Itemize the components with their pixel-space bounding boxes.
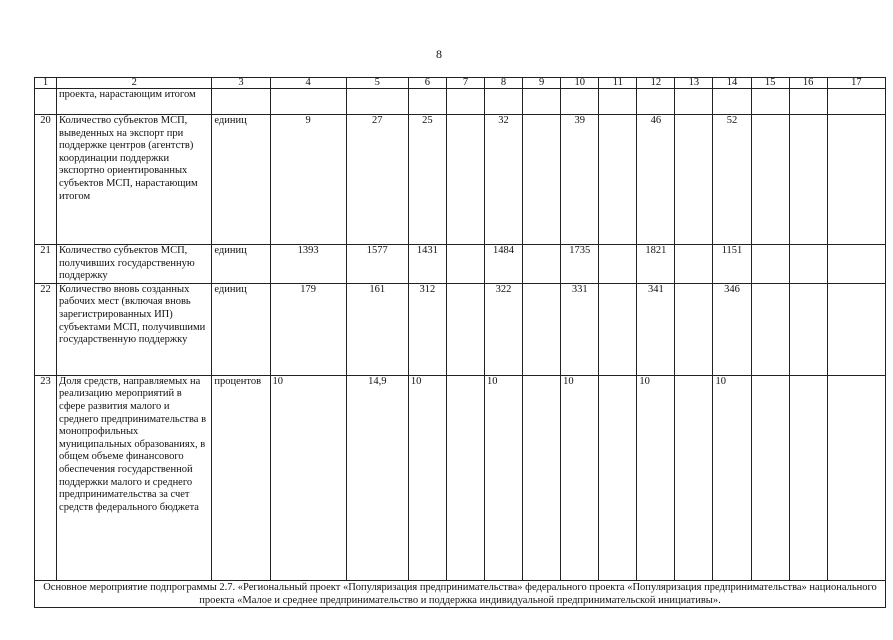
carry-over-name-cell: проекта, нарастающим итогом <box>57 89 212 115</box>
empty-cell <box>599 89 637 115</box>
column-header-9: 9 <box>523 78 561 89</box>
value-cell-col-11 <box>599 375 637 580</box>
column-header-14: 14 <box>713 78 751 89</box>
indicator-row <box>35 245 886 284</box>
value-cell-col-4: 10 <box>270 375 346 580</box>
value-cell-col-15 <box>751 283 789 375</box>
value-cell-col-15 <box>751 245 789 284</box>
column-header-5: 5 <box>346 78 408 89</box>
page-number: 8 <box>436 47 442 61</box>
unit-of-measure: единиц <box>212 115 270 245</box>
column-header-12: 12 <box>637 78 675 89</box>
column-header-1: 1 <box>35 78 57 89</box>
column-header-8: 8 <box>485 78 523 89</box>
value-cell-col-10: 331 <box>561 283 599 375</box>
unit-of-measure: единиц <box>212 245 270 284</box>
value-cell-col-7 <box>446 115 484 245</box>
carry-over-num-cell <box>35 89 57 115</box>
value-cell-col-11 <box>599 245 637 284</box>
indicator-row <box>35 115 886 245</box>
value-cell-col-12: 46 <box>637 115 675 245</box>
value-cell-col-9 <box>523 245 561 284</box>
subprogram-footer-row <box>35 580 886 607</box>
value-cell-col-4: 179 <box>270 283 346 375</box>
value-cell-col-10: 10 <box>561 375 599 580</box>
value-cell-col-4: 1393 <box>270 245 346 284</box>
column-header-2: 2 <box>57 78 212 89</box>
value-cell-col-7 <box>446 375 484 580</box>
empty-cell <box>212 89 270 115</box>
value-cell-col-5: 1577 <box>346 245 408 284</box>
empty-cell <box>561 89 599 115</box>
column-header-13: 13 <box>675 78 713 89</box>
value-cell-col-17 <box>827 245 885 284</box>
empty-cell <box>446 89 484 115</box>
column-header-16: 16 <box>789 78 827 89</box>
empty-cell <box>827 89 885 115</box>
value-cell-col-10: 39 <box>561 115 599 245</box>
value-cell-col-16 <box>789 375 827 580</box>
value-cell-col-8: 1484 <box>485 245 523 284</box>
row-number: 20 <box>35 115 57 245</box>
value-cell-col-5: 27 <box>346 115 408 245</box>
value-cell-col-12: 341 <box>637 283 675 375</box>
value-cell-col-16 <box>789 245 827 284</box>
empty-cell <box>270 89 346 115</box>
column-header-6: 6 <box>408 78 446 89</box>
value-cell-col-6: 25 <box>408 115 446 245</box>
empty-cell <box>346 89 408 115</box>
value-cell-col-16 <box>789 283 827 375</box>
value-cell-col-15 <box>751 375 789 580</box>
indicator-row <box>35 283 886 375</box>
empty-cell <box>713 89 751 115</box>
value-cell-col-14: 346 <box>713 283 751 375</box>
column-header-10: 10 <box>561 78 599 89</box>
indicator-name: Доля средств, направляемых на реализацию мероприятий в сфере развития малого и среднего предпринимательства в монопрофильных муниципальных образованиях, в общем объеме финансового обеспечения государственной поддержки малого и среднего предпринимательства за счет средств федерального бюджета <box>57 375 212 580</box>
value-cell-col-17 <box>827 283 885 375</box>
value-cell-col-8: 32 <box>485 115 523 245</box>
value-cell-col-13 <box>675 115 713 245</box>
indicator-name: Количество субъектов МСП, получивших государственную поддержку <box>57 245 212 284</box>
empty-cell <box>637 89 675 115</box>
value-cell-col-15 <box>751 115 789 245</box>
row-number: 21 <box>35 245 57 284</box>
value-cell-col-14: 52 <box>713 115 751 245</box>
column-header-4: 4 <box>270 78 346 89</box>
value-cell-col-13 <box>675 283 713 375</box>
value-cell-col-10: 1735 <box>561 245 599 284</box>
indicators-table <box>34 77 886 608</box>
value-cell-col-14: 1151 <box>713 245 751 284</box>
carry-over-row <box>35 89 886 115</box>
column-number-header-row <box>35 78 886 89</box>
value-cell-col-6: 1431 <box>408 245 446 284</box>
value-cell-col-12: 1821 <box>637 245 675 284</box>
value-cell-col-4: 9 <box>270 115 346 245</box>
value-cell-col-7 <box>446 245 484 284</box>
value-cell-col-13 <box>675 245 713 284</box>
column-header-3: 3 <box>212 78 270 89</box>
value-cell-col-13 <box>675 375 713 580</box>
value-cell-col-14: 10 <box>713 375 751 580</box>
value-cell-col-17 <box>827 115 885 245</box>
empty-cell <box>675 89 713 115</box>
empty-cell <box>523 89 561 115</box>
value-cell-col-7 <box>446 283 484 375</box>
value-cell-col-5: 14,9 <box>346 375 408 580</box>
value-cell-col-11 <box>599 283 637 375</box>
row-number: 23 <box>35 375 57 580</box>
unit-of-measure: единиц <box>212 283 270 375</box>
value-cell-col-5: 161 <box>346 283 408 375</box>
value-cell-col-9 <box>523 283 561 375</box>
value-cell-col-8: 10 <box>485 375 523 580</box>
value-cell-col-8: 322 <box>485 283 523 375</box>
column-header-17: 17 <box>827 78 885 89</box>
empty-cell <box>408 89 446 115</box>
value-cell-col-16 <box>789 115 827 245</box>
row-number: 22 <box>35 283 57 375</box>
value-cell-col-6: 10 <box>408 375 446 580</box>
value-cell-col-9 <box>523 375 561 580</box>
subprogram-description: Основное мероприятие подпрограммы 2.7. «Региональный проект «Популяризация предпринимательства» федерального проекта «Популяризация предпринимательства» национального проекта «Малое и среднее предпринимательство и поддержка индивидуальной предпринимательской инициативы». <box>35 580 886 607</box>
value-cell-col-6: 312 <box>408 283 446 375</box>
indicator-name: Количество вновь созданных рабочих мест (включая вновь зарегистрированных ИП) субъектами МСП, получившими государственную поддержку <box>57 283 212 375</box>
unit-of-measure: процентов <box>212 375 270 580</box>
value-cell-col-9 <box>523 115 561 245</box>
column-header-7: 7 <box>446 78 484 89</box>
value-cell-col-12: 10 <box>637 375 675 580</box>
column-header-11: 11 <box>599 78 637 89</box>
column-header-15: 15 <box>751 78 789 89</box>
empty-cell <box>485 89 523 115</box>
empty-cell <box>751 89 789 115</box>
indicator-row <box>35 375 886 580</box>
value-cell-col-11 <box>599 115 637 245</box>
indicator-name: Количество субъектов МСП, выведенных на экспорт при поддержке центров (агентств) координации поддержки экспортно ориентированных субъектов МСП, нарастающим итогом <box>57 115 212 245</box>
empty-cell <box>789 89 827 115</box>
value-cell-col-17 <box>827 375 885 580</box>
